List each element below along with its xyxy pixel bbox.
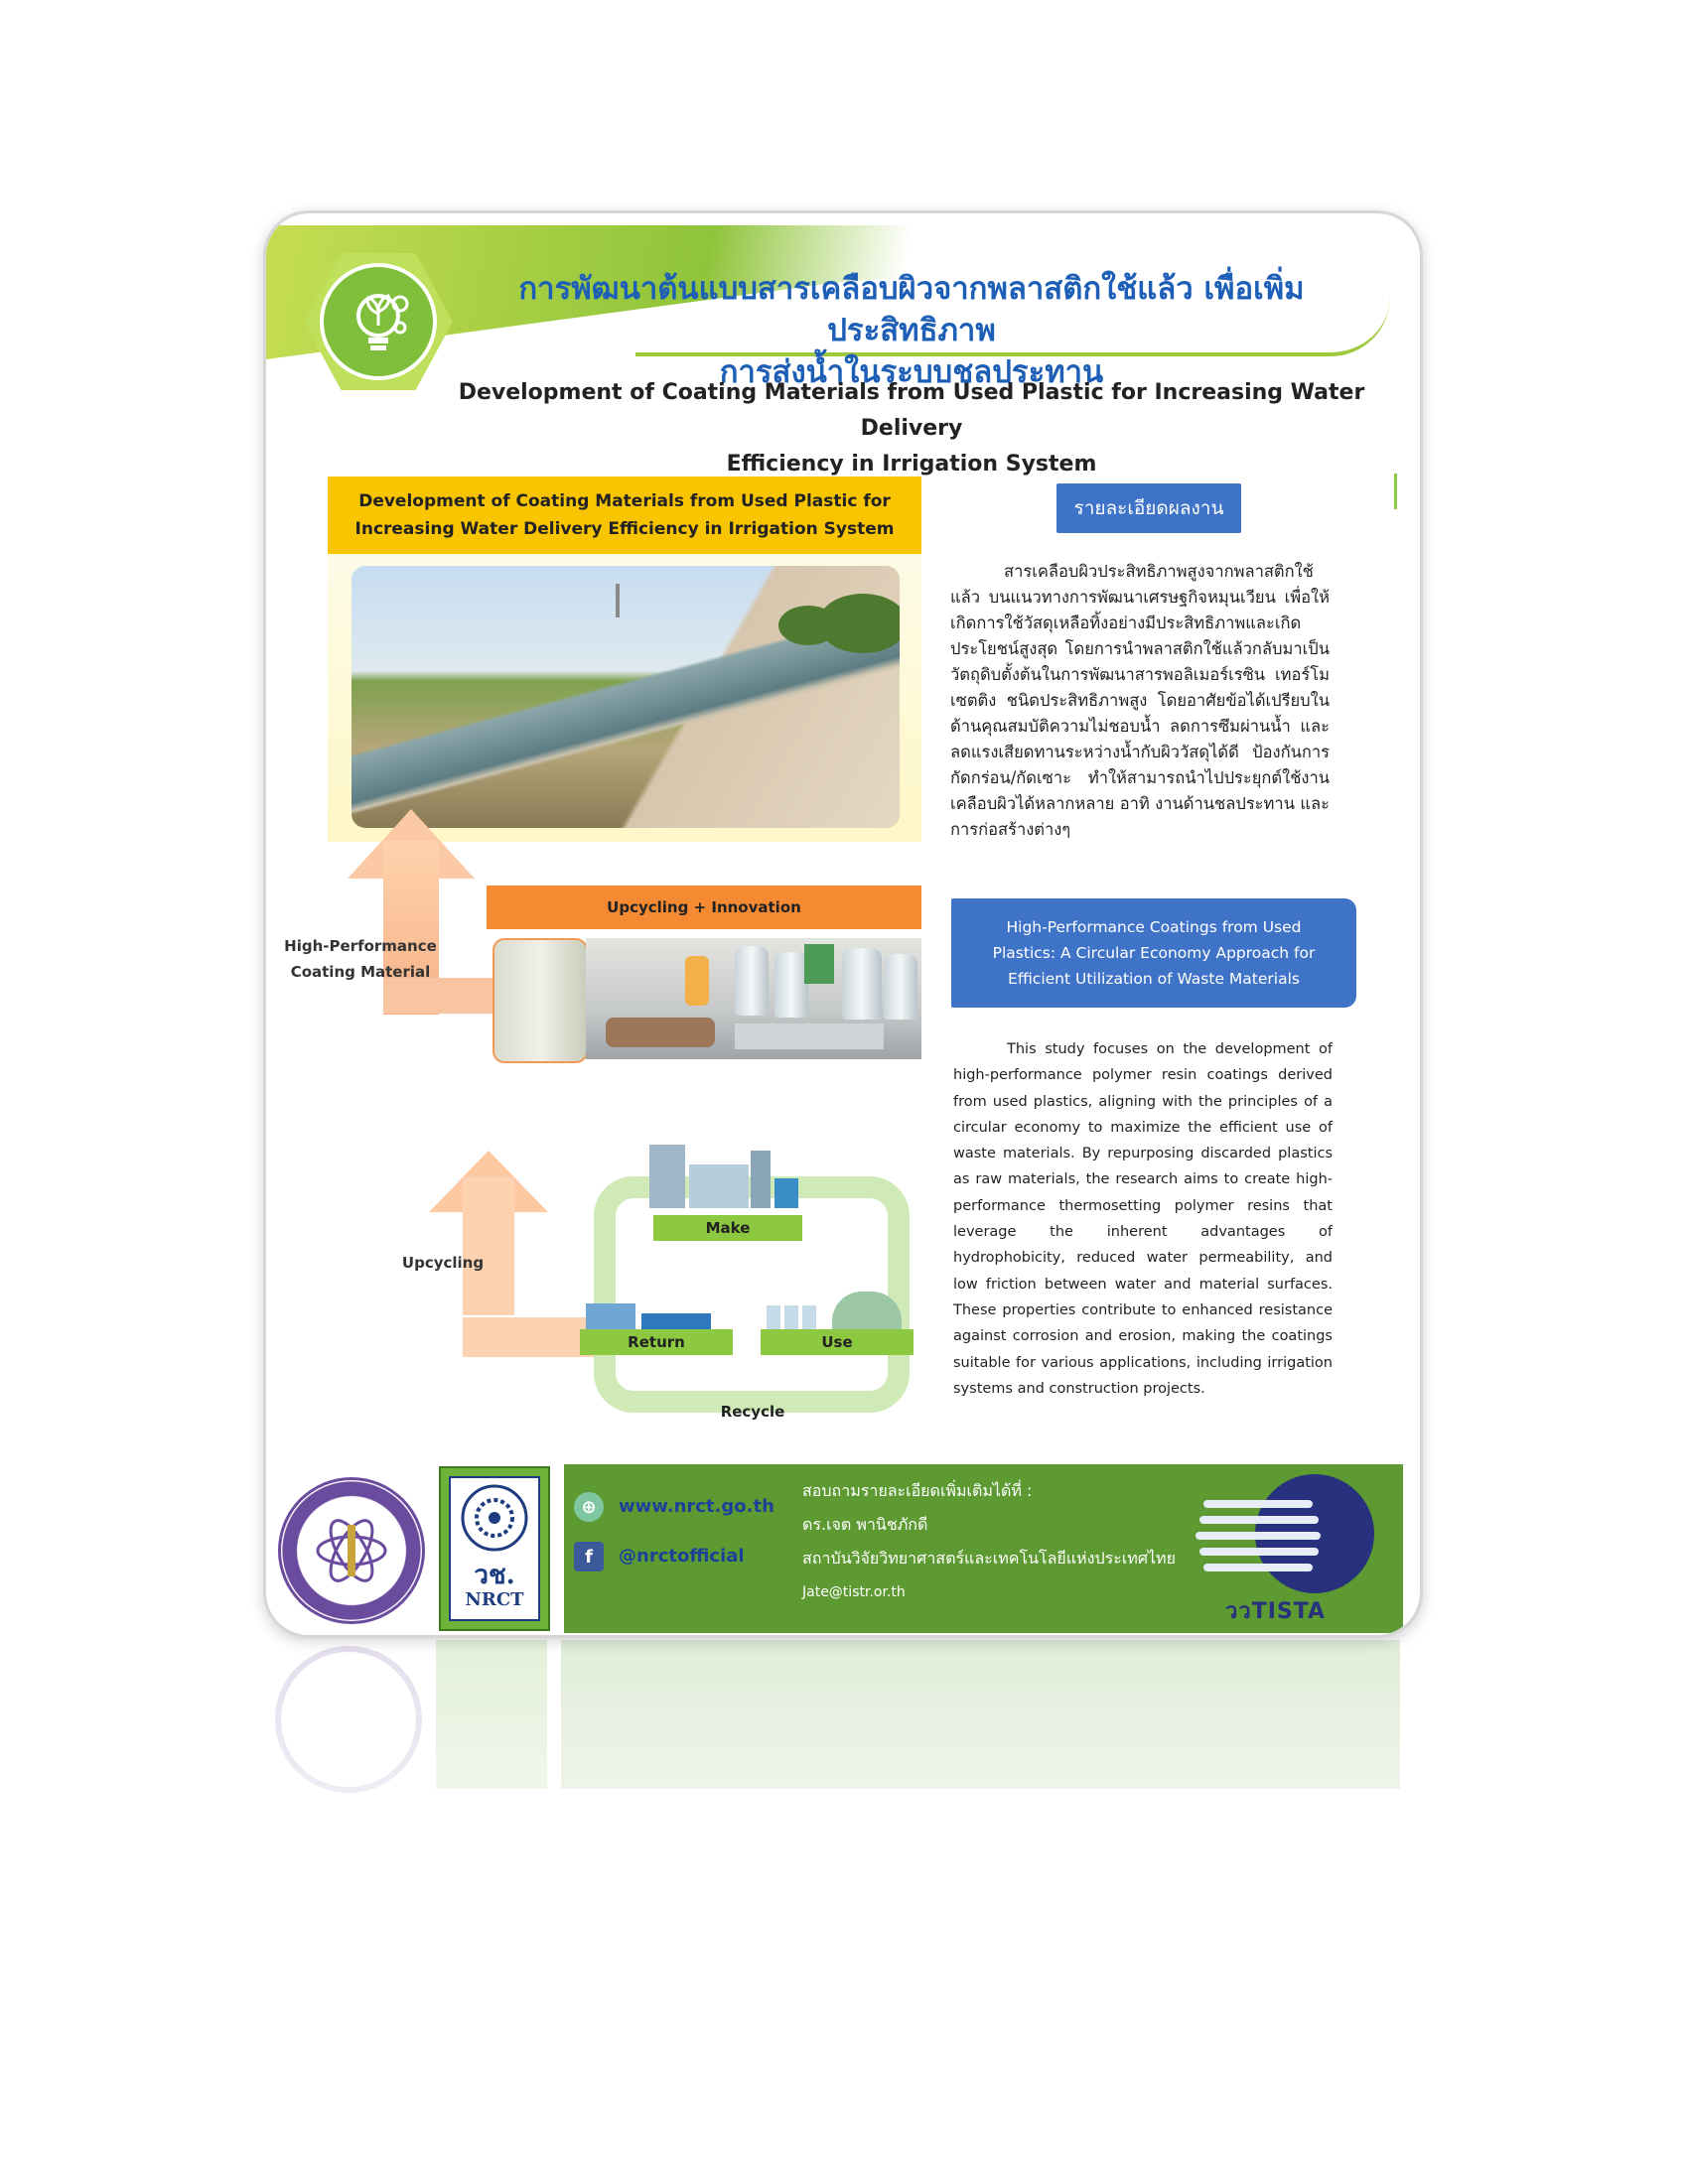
tista-wordmark: ววTISTA bbox=[1225, 1599, 1327, 1624]
thai-title-line2: การส่งน้ำในระบบชลประทาน bbox=[719, 354, 1104, 390]
factory-scene bbox=[641, 1125, 800, 1212]
cycle-recycle: Recycle bbox=[720, 1403, 785, 1421]
nrct-wheel-icon bbox=[451, 1478, 538, 1558]
nrct-logo bbox=[439, 1466, 550, 1631]
project-title-line2: Increasing Water Delivery Efficiency in Irrigation System bbox=[354, 519, 895, 539]
thai-title-line1: การพัฒนาต้นแบบสารเคลือบผิวจากพลาสติกใช้แล้ว เพื่อเพิ่มประสิทธิภาพ bbox=[518, 271, 1305, 348]
upcycling-label: Upcycling bbox=[401, 1254, 485, 1272]
facebook-link[interactable]: @nrctofficial bbox=[619, 1546, 745, 1567]
upcycling-arrow-shaft bbox=[463, 1176, 514, 1315]
contact-heading: สอบถามรายละเอียดเพิ่มเติมได้ที่ : bbox=[802, 1481, 1033, 1500]
irrigation-canal-photo bbox=[352, 566, 900, 828]
thai-description: สารเคลือบผิวประสิทธิภาพสูงจากพลาสติกใช้แล้ว บนแนวทางการพัฒนาเศรษฐกิจหมุนเวียน เพื่อให้เกิดการใช้วัสดุเหลือทิ้งอย่างมีประสิทธิภาพและเกิดประโยชน์สูงสุด โดยการนำพลาสติกใช้แล้วกลับมาเป็นวัตถุดิบตั้งต้นในการพัฒนาสารพอลิเมอร์เรซิน เทอร์โมเซตติง ชนิดประสิทธิภาพสูง โดยอาศัยข้อได้เปรียบในด้านคุณสมบัติความไม่ชอบน้ำ ลดการซึมผ่านน้ำ และลดแรงเสียดทานระหว่างน้ำกับผิววัสดุได้ดี ป้องกันการกัดกร่อน/กัดเซาะ ทำให้สามารถนำไปประยุกต์ใช้งานเคลือบผิวได้หลากหลาย อาทิ งานด้านชลประทาน และการก่อสร้างต่างๆ bbox=[950, 562, 1330, 839]
ministry-seal-logo bbox=[278, 1477, 425, 1624]
english-subtitle-box bbox=[951, 898, 1356, 1008]
project-title-line1: Development of Coating Materials from Used Plastic for bbox=[358, 491, 891, 511]
hp-label-line1: High-Performance bbox=[284, 937, 437, 955]
high-performance-label bbox=[276, 933, 445, 985]
plant-lightbulb-gear-icon bbox=[339, 282, 418, 361]
globe-icon: ⊕ bbox=[574, 1492, 604, 1522]
subtitle-line3: Efficient Utilization of Waste Materials bbox=[1008, 970, 1300, 988]
poster-card bbox=[263, 210, 1423, 1638]
contact-email[interactable]: Jate@tistr.or.th bbox=[802, 1584, 906, 1600]
contact-name: ดร.เจต พานิชภักดี bbox=[802, 1515, 928, 1534]
subtitle-line1: High-Performance Coatings from Used bbox=[1006, 918, 1302, 936]
accent-tick bbox=[1394, 474, 1397, 509]
contact-org: สถาบันวิจัยวิทยาศาสตร์และเทคโนโลยีแห่งประเทศไทย bbox=[802, 1549, 1176, 1568]
subtitle-line2: Plastics: A Circular Economy Approach for bbox=[992, 944, 1316, 962]
project-title-box bbox=[328, 477, 921, 554]
facebook-icon: f bbox=[574, 1542, 604, 1571]
english-description: This study focuses on the development of high-performance polymer resin coatings derived from used plastics, aligning with the principles of a circular economy to maximize the efficient use of waste materials. By repurposing discarded plastics as raw materials, the research aims to create high-performance thermosetting polymer resins that leverage the inherent advantages of hydrophobicity, reduced water permeability, and low friction between water and material surfaces. These properties contribute to enhanced resistance against corrosion and erosion, making the coatings suitable for various applications, including irrigation systems and construction projects. bbox=[953, 1041, 1333, 1397]
website-link[interactable]: www.nrct.go.th bbox=[619, 1496, 774, 1517]
english-title bbox=[455, 375, 1368, 482]
nrct-th-text: วช. bbox=[474, 1561, 515, 1590]
cycle-use: Use bbox=[761, 1329, 914, 1355]
coating-jar-image bbox=[492, 938, 588, 1063]
upcycling-innovation-box: Upcycling + Innovation bbox=[487, 886, 921, 929]
english-title-line1: Development of Coating Materials from Used Plastic for Increasing Water Delivery bbox=[458, 380, 1365, 441]
cycle-make: Make bbox=[653, 1215, 802, 1241]
hp-label-line2: Coating Material bbox=[290, 963, 431, 981]
tista-logo bbox=[1196, 1470, 1384, 1624]
seal-emblem-icon bbox=[278, 1477, 425, 1624]
details-label: รายละเอียดผลงาน bbox=[1056, 483, 1241, 533]
card-reflection bbox=[263, 1640, 1417, 2017]
cycle-return: Return bbox=[580, 1329, 733, 1355]
canal-photo-frame bbox=[328, 554, 921, 842]
nrct-en-text: NRCT bbox=[465, 1589, 524, 1610]
english-title-line2: Efficiency in Irrigation System bbox=[726, 452, 1097, 477]
used-plastics-image bbox=[586, 938, 921, 1059]
